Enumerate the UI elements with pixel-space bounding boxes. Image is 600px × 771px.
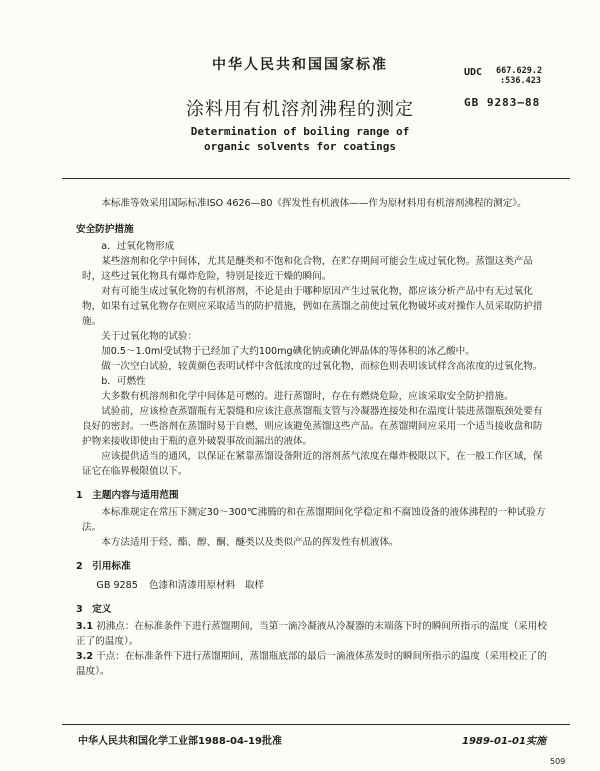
safety-a-paragraph-2: 对有可能生成过氧化物的有机溶剂，不论是由于哪种原因产生过氧化物，都应该分析产品中有无过氧化物，如果有过氧化物存在则应采取适当的防护措施，例如在蒸馏之前使过氧化物破坏或对操作人员采取防护措施。 [82,286,543,327]
safety-b-heading: b．可燃性 [101,376,146,387]
reference-title: 色漆和清漆用原材料 取样 [148,580,265,591]
reference-standard [82,578,552,593]
udc-label: UDC [464,67,483,78]
udc-code-line1: 667.629.2 [496,66,543,76]
title-chinese: 涂料用有机溶剂沸程的测定 [186,99,414,120]
definition-3-1 [76,619,552,649]
footer-rule [62,724,570,725]
page-number: 509 [550,757,566,766]
udc-code [496,66,542,86]
approval-line: 中华人民共和国化学工业部1988-04-19批准 [78,736,282,747]
definition-3-2 [76,649,552,679]
safety-b-paragraph-3: 应该提供适当的通风，以保证在紧靠蒸馏设备附近的溶剂蒸气浓度在爆炸极限以下，在一般工作区域，保证它在临界极限值以下。 [82,451,543,477]
section-2-heading: 2 引用标准 [76,561,131,572]
definition-3-2-number: 3.2 [76,651,93,662]
body-content [76,196,552,679]
title-english [0,124,600,154]
udc-code-line2: :536.423 [500,76,541,86]
safety-a-paragraph-3: 关于过氧化物的试验： [101,331,198,342]
standard-number: GB 9283—88 [464,96,541,109]
issuing-organization: 中华人民共和国国家标准 [212,57,388,73]
title-english-line1: Determination of boiling range of [190,125,410,138]
safety-heading: 安全防护措施 [76,224,134,235]
section-3-heading: 3 定义 [76,604,112,615]
implementation-date: 1989-01-01实施 [462,736,546,747]
reference-code: GB 9285 [96,580,138,591]
definition-3-1-number: 3.1 [76,621,93,632]
safety-a-paragraph-4: 加0.5～1.0ml受试物于已经加了大约100mg碘化钠或碘化钾晶体的等体积的冰乙酸中。 [101,346,475,357]
section-1-heading: 1 主题内容与适用范围 [76,490,179,501]
section-1-paragraph-1: 本标准规定在常压下测定30～300℃沸腾的和在蒸馏期间化学稳定和不腐蚀设备的液体沸程的一种试验方法。 [82,507,546,533]
definition-3-2-text: 干点：在标准条件下进行蒸馏期间，蒸馏瓶底部的最后一滴液体蒸发时的瞬间所指示的温度（采用校正了的温度）。 [76,651,547,677]
safety-b-paragraph-2: 试验前，应该检查蒸馏瓶有无裂缝和应该注意蒸馏瓶支管与冷凝器连接处和在温度计装进蒸馏瓶颈处要有良好的密封。一些溶剂在蒸馏时易于自燃，则应该避免蒸馏这些产品。在蒸馏期间应采用一个适当接收盘和防护物来接收即使由于瓶的意外破裂事故而漏出的液体。 [82,406,543,447]
header-rule [62,178,570,179]
safety-a-paragraph-5: 做一次空白试验，较黄颜色表明试样中含低浓度的过氧化物，而棕色则表明该试样含高浓度的过氧化物。 [101,361,543,372]
intro-paragraph: 本标准等效采用国际标准ISO 4626—80《挥发性有机液体——作为原材料用有机溶剂沸程的测定》。 [101,198,527,209]
section-1-paragraph-2: 本方法适用于烃、酯、醇、酮、醚类以及类似产品的挥发性有机液体。 [101,537,399,548]
safety-a-heading: a．过氧化物形成 [101,241,175,252]
safety-b-paragraph-1: 大多数有机溶剂和化学中间体是可燃的。进行蒸馏时，存在有燃烧危险，应该采取安全防护措施。 [101,391,514,402]
safety-a-paragraph-1: 某些溶剂和化学中间体，尤其是醚类和不饱和化合物，在贮存期间可能会生成过氧化物。蒸馏这类产品时，这些过氧化物具有爆炸危险，特别是接近干燥的瞬间。 [82,256,533,282]
definition-3-1-text: 初沸点：在标准条件下进行蒸馏期间，当第一滴冷凝液从冷凝器的末端落下时的瞬间所指示的温度（采用校正了的温度）。 [76,621,547,647]
title-english-line2: organic solvents for coatings [203,140,397,153]
